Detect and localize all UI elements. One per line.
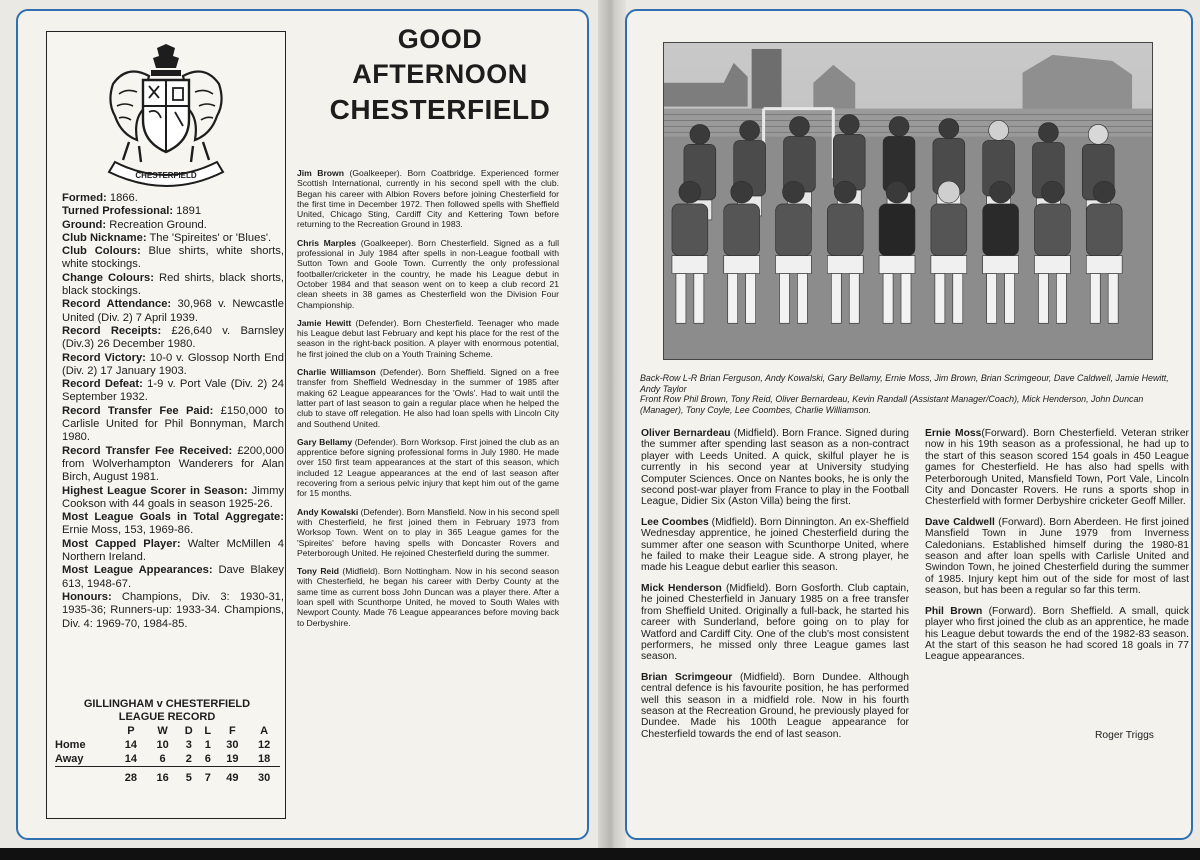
headline-line2: AFTERNOON xyxy=(352,59,528,89)
fact-value: 1866. xyxy=(106,192,138,204)
table-row xyxy=(55,738,280,752)
bio-text: (Forward). Born Sheffield. A small, quick player who first joined the club as an apprentice, he made his League debut towards the end of the 1982-83 season. At the start of this season he had scored 18 goals in 77 League appearances. xyxy=(925,605,1189,663)
fact-label: Record Attendance: xyxy=(62,298,172,311)
table-cell: 5 xyxy=(178,766,199,786)
table-cell: 30 xyxy=(226,739,239,751)
league-record-title xyxy=(47,698,287,724)
bio-text: (Defender). Born Mansfield. Now in his second spell with Chesterfield, he first joined them in February 1973 from Worksop Town. Went on to play in 365 League games for the 'Spireites' before having spells with Doncaster Rovers and Peterborough United. He rejoined Chesterfield during the summer. xyxy=(297,506,559,558)
player-bio xyxy=(641,583,909,663)
fact-label: Record Receipts: xyxy=(62,324,162,337)
player-bio xyxy=(297,507,559,558)
crest-motto-text: CHESTERFIELD xyxy=(135,171,197,180)
bio-text: (Forward). Born Aberdeen. He first joined Mansfield Town in June 1979 from Inverness Caledonians. Established himself during the 1980-81 season and after loan spells with Carlisle United and Swindon Town, he joined Chesterfield during the summer of 1985. Injury kept him out of the side for most of last season, but has been a regular so far this term. xyxy=(925,516,1189,597)
bio-text: (Midfield). Born Dinnington. An ex-Sheffield Wednesday apprentice, he joined Chesterfield during the summer after one season with Scunthorpe United, where he failed to make their League side. A strong player, he made his League debut earlier this season. xyxy=(641,516,909,574)
fact-label: Record Transfer Fee Received: xyxy=(62,444,233,457)
player-name: Lee Coombes xyxy=(641,516,709,528)
player-bios-left xyxy=(297,168,559,636)
table-cell: 3 xyxy=(185,739,192,751)
column-header: L xyxy=(204,725,212,737)
table-row xyxy=(55,752,280,766)
club-fact xyxy=(62,485,284,512)
league-record-table xyxy=(55,724,280,786)
table-header-row xyxy=(55,724,280,738)
fact-value: Walter McMillen 4 Northern Ireland. xyxy=(62,537,284,564)
player-bios-right-col1 xyxy=(641,428,909,749)
fact-label: Change Colours: xyxy=(62,271,155,284)
team-photo xyxy=(663,42,1153,360)
caption-front-names: Phil Brown, Tony Reid, Oliver Bernardeau, Kevin Randall (Assistant Manager/Coach), Mick Henderson, John Duncan (Manager), Tony Coyle, Lee Coombes, Charlie Williamson. xyxy=(640,394,1144,415)
fact-value: Blue shirts, white shorts, white stockings. xyxy=(62,245,284,271)
bio-text: (Midfield). Born Dundee. Although central defence is his favourite position, he has performed well this season in a midfield role. Now in his fourth season at the Recreation Ground, he previously played for Dundee. Made his 100th League appearance for Chesterfield towards the end of last season. xyxy=(641,671,910,740)
table-cell: 12 xyxy=(257,739,271,751)
club-fact xyxy=(62,538,284,565)
league-record-title-line2: LEAGUE RECORD xyxy=(118,711,216,723)
fact-value: Red shirts, black shorts, black stockings. xyxy=(62,271,285,298)
player-bio xyxy=(925,517,1189,597)
league-record-title-line1: GILLINGHAM v CHESTERFIELD xyxy=(83,698,251,710)
author-credit: Roger Triggs xyxy=(1095,730,1154,741)
player-bios-right-col2 xyxy=(925,428,1189,672)
player-bio xyxy=(297,566,559,628)
fact-value: Jimmy Cookson with 44 goals in season 1925-26. xyxy=(62,484,284,510)
fact-value: £26,640 v. Barnsley (Div.3) 26 December 1980. xyxy=(62,324,284,351)
fact-label: Honours: xyxy=(62,590,112,603)
fact-label: Club Nickname: xyxy=(62,231,147,244)
player-bio xyxy=(641,428,909,508)
player-name: Oliver Bernardeau xyxy=(641,428,731,439)
fact-label: Formed: xyxy=(62,192,107,204)
fact-value: Dave Blakey 613, 1948-67. xyxy=(62,564,284,590)
player-name: Ernie Moss xyxy=(925,428,982,439)
bio-text: (Midfield). Born France. Signed during the summer after spending last season as a non-contract player with Leeds United. A quick, skilful player he is currently in his second year at University studying Computer Sciences. Once on Nantes books, he is only the second post-war player from France to play in the Football League, Didier Six (Aston Villa) being the first. xyxy=(641,428,909,508)
table-cell: 16 xyxy=(147,766,179,786)
club-crest-icon xyxy=(105,44,227,192)
club-fact xyxy=(62,245,284,272)
fact-label: Most League Goals in Total Aggregate: xyxy=(62,511,284,524)
table-cell: 30 xyxy=(248,766,280,786)
fact-label: Club Colours: xyxy=(62,245,141,258)
fact-value: 10-0 v. Glossop North End (Div. 2) 17 January 1903. xyxy=(62,351,284,377)
table-cell: 2 xyxy=(185,752,192,765)
table-cell: 7 xyxy=(199,766,216,786)
player-bio xyxy=(641,672,909,740)
fact-label: Highest League Scorer in Season: xyxy=(62,484,248,497)
table-cell: 49 xyxy=(217,766,249,786)
table-totals-row xyxy=(55,766,280,786)
bio-text: (Goalkeeper). Born Chesterfield. Signed as a full professional in July 1984 after spells in non-League football with Sutton Town and Goole Town. Currently the only professional footballer/cricketer in the country, he made his League debut in October 1984 and that season went on to keep a club record 21 clean sheets in 38 games as Chesterfield won the Division Four Championship. xyxy=(297,237,559,310)
player-bio xyxy=(925,606,1189,663)
column-header: A xyxy=(260,725,269,737)
bio-text: (Defender). Born Worksop. First joined the club as an apprentice before signing professional forms in July 1980. He made over 150 first team appearances at the start of this season, which included 12 League appearances at the end of last season after recovering from a serious pelvic injury that kept him out of the game for 15 months. xyxy=(297,436,560,499)
player-bio xyxy=(297,318,559,359)
page-headline xyxy=(300,22,580,127)
table-cell: 28 xyxy=(115,766,147,786)
club-fact xyxy=(62,591,284,631)
fact-value: £150,000 to Carlisle United for Phil Bonnyman, March 1980. xyxy=(62,404,284,444)
bio-text: (Defender). Born Sheffield. Signed on a free transfer from Sheffield Wednesday in the summer of 1985 after making 62 League appearances for the 'Owls'. Had to wait until the latter part of last season to gain a regular place when he helped the club to stave off relegation. He also had loan spells with Lincoln City and Southend United. xyxy=(297,367,559,429)
bio-text: (Goalkeeper). Born Coatbridge. Experienced former Scottish International, currently in his second spell with the club. Began his career with Albion Rovers before joining Chesterfield for the first time in December 1972. Then followed spells with Sheffield United, Chicago Sting, Cardiff City and Kettering Town before returning to the Recreation Ground in 1983. xyxy=(297,168,559,230)
player-name: Tony Reid xyxy=(297,566,339,577)
club-facts xyxy=(62,192,284,631)
club-fact xyxy=(62,325,284,352)
fact-label: Record Defeat: xyxy=(62,378,143,391)
player-bio xyxy=(297,437,559,499)
fact-label: Turned Professional: xyxy=(62,205,174,218)
fact-value: Recreation Ground. xyxy=(106,218,207,231)
club-fact xyxy=(62,511,284,538)
photo-caption xyxy=(640,373,1188,415)
player-name: Gary Bellamy xyxy=(297,436,353,447)
column-header: D xyxy=(184,725,193,737)
bio-text: (Defender). Born Chesterfield. Teenager who made his League debut last February and kept his place for the rest of the season in the right-back position. A player with enormous potential, he first joined the club on a Youth Training Scheme. xyxy=(297,317,559,359)
player-name: Mick Henderson xyxy=(641,582,722,594)
bio-text: (Midfield). Born Nottingham. Now in his second season with Chesterfield, he began his career with Derby County at the same time as current boss John Duncan was a player there. After a loan spell with Scunthorpe United, he moved to South Wales with Newport County. Made 76 League appearances before moving back to Derbyshire. xyxy=(297,566,559,628)
player-bio xyxy=(297,238,559,310)
fact-value: Champions, Div. 3: 1930-31, 1935-36; Runners-up: 1933-34. Champions, Div. 4: 1969-70, 1984-85. xyxy=(62,590,284,630)
club-fact xyxy=(62,445,284,485)
caption-back-label: Back-Row L-R xyxy=(640,373,698,383)
club-fact xyxy=(62,272,284,299)
table-cell: 19 xyxy=(226,752,239,765)
club-fact xyxy=(62,205,284,218)
player-name: Dave Caldwell xyxy=(925,516,995,528)
player-name: Chris Marples xyxy=(297,237,357,248)
club-fact xyxy=(62,378,284,405)
fact-value: Ernie Moss, 153, 1969-86. xyxy=(62,524,194,537)
club-fact xyxy=(62,192,284,205)
table-cell: 14 xyxy=(124,739,137,751)
caption-back-row xyxy=(640,373,1169,394)
player-bio xyxy=(641,517,909,574)
fact-label: Record Victory: xyxy=(62,351,146,364)
bio-text: (Forward). Born Chesterfield. Veteran striker now in his 19th season as a professional, he had up to the start of this season scored 154 goals in 450 League games for Chesterfield. He has also had spells with Peterborough United, Mansfield Town, Port Vale, Lincoln City and Doncaster Rovers. He runs a sports shop in Chesterfield with former Derbyshire cricketer Geoff Miller. xyxy=(925,428,1189,508)
player-bio xyxy=(297,367,559,429)
fact-value: The 'Spireites' or 'Blues'. xyxy=(146,231,272,244)
table-cell: 1 xyxy=(204,739,211,751)
table-cell: 14 xyxy=(124,752,137,765)
table-cell: 6 xyxy=(159,752,166,765)
table-cell: 6 xyxy=(204,752,211,765)
caption-front-row xyxy=(640,394,1188,415)
row-label: Home xyxy=(55,739,86,751)
fact-value: 1-9 v. Port Vale (Div. 2) 24 September 1932. xyxy=(62,378,284,404)
table-cell: 18 xyxy=(257,752,271,765)
page-gutter xyxy=(598,0,626,860)
player-name: Andy Kowalski xyxy=(297,506,359,517)
column-header: F xyxy=(229,725,236,737)
table-cell: 10 xyxy=(156,739,169,751)
club-record-box xyxy=(46,31,286,819)
player-name: Brian Scrimgeour xyxy=(641,671,733,683)
fact-label: Record Transfer Fee Paid: xyxy=(62,404,214,417)
fact-value: 1891 xyxy=(173,205,202,218)
club-fact xyxy=(62,298,284,325)
club-fact xyxy=(62,219,284,232)
caption-back-names: Brian Ferguson, Andy Kowalski, Gary Bellamy, Ernie Moss, Jim Brown, Brian Scrimgeour, Dave Caldwell, Jamie Hewitt, Andy Taylor xyxy=(640,373,1169,394)
player-bio xyxy=(925,428,1189,508)
bio-text: (Midfield). Born Gosforth. Club captain, he joined Chesterfield in January 1985 on a free transfer from Sheffield United. Originally a full-back, he started his career with Sunderland, before going on to play for Watford and Cardiff City. One of the club's most consistent performers, he missed only three League games last season. xyxy=(641,582,909,663)
caption-front-label: Front Row xyxy=(640,394,681,405)
player-name: Phil Brown xyxy=(925,605,983,617)
player-name: Jim Brown xyxy=(297,168,344,178)
headline-line3: CHESTERFIELD xyxy=(329,94,551,125)
row-label: Away xyxy=(55,752,84,765)
fact-label: Most Capped Player: xyxy=(62,537,181,550)
bottom-edge xyxy=(0,848,1200,860)
club-fact xyxy=(62,232,284,245)
club-fact xyxy=(62,352,284,379)
fact-value: £200,000 from Wolverhampton Wanderers for Alan Birch, August 1981. xyxy=(62,444,284,484)
player-name: Charlie Williamson xyxy=(297,367,376,378)
player-name: Jamie Hewitt xyxy=(297,317,352,328)
column-header: P xyxy=(127,725,135,737)
player-bio xyxy=(297,168,559,230)
headline-line1: GOOD xyxy=(397,24,483,54)
fact-label: Most League Appearances: xyxy=(62,564,213,577)
club-fact xyxy=(62,405,284,445)
column-header: W xyxy=(157,725,168,737)
fact-label: Ground: xyxy=(62,218,107,231)
fact-value: 30,968 v. Newcastle United (Div. 2) 7 April 1939. xyxy=(62,298,284,324)
club-fact xyxy=(62,564,284,591)
